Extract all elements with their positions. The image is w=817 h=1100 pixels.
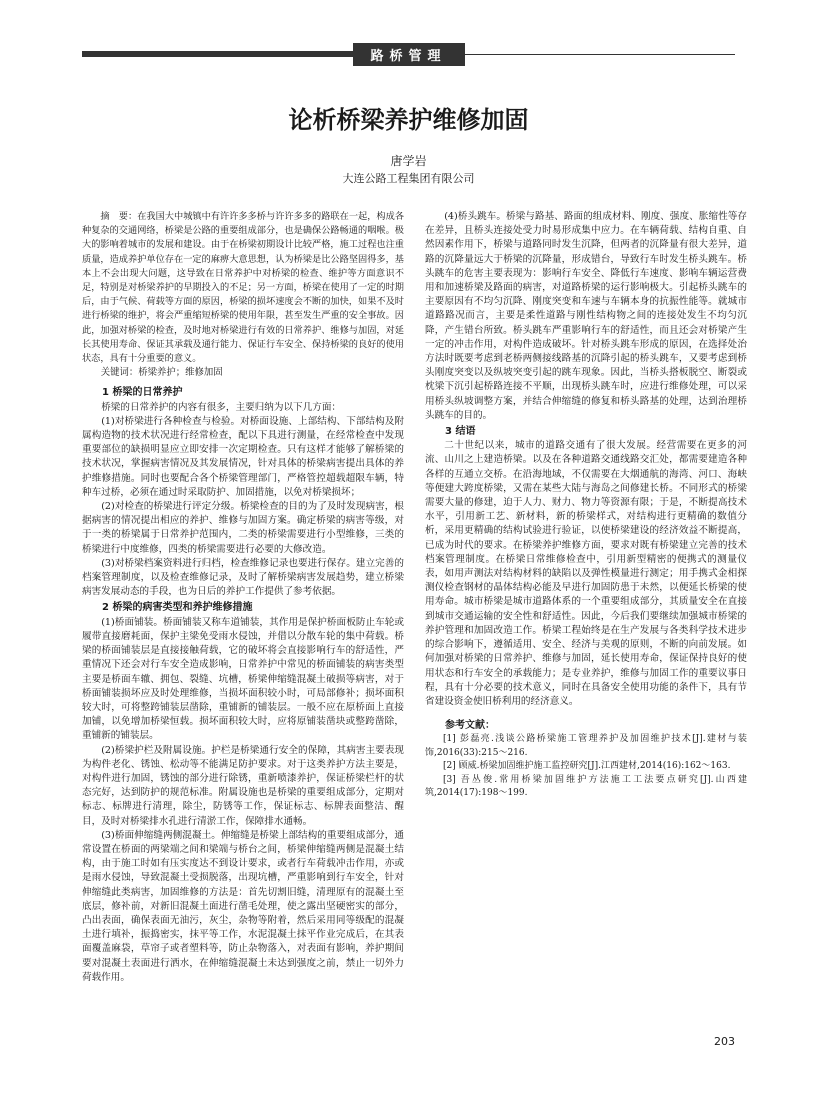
paragraph: (4)桥头跳车。桥梁与路基、路面的组成材料、刚度、强度、胀缩性等存在差异，且桥头连接处受力时易形成集中应力。在车辆荷载、结构自重、自然因素作用下，桥梁与道路同时发生沉降，但两者的沉降量有很大差异，道路的沉降量远大于桥梁的沉降量，形成错台，导致行车时发生桥头跳车。桥头跳车的危害主要表现为：影响行车安全、降低行车速度、影响车辆运营费用和加速桥梁及路面的病害，对道路桥梁的运行影响极大。引起桥头跳车的主要原因有不均匀沉降、刚度突变和车速与车辆本身的抗振性能等。就城市道路路况而言，主要是柔性道路与刚性结构物之间的连接处发生不均匀沉降，产生错台所致。桥头跳车严重影响行车的舒适性，而且还会对桥梁产生一定的冲击作用，对构件造成破坏。针对桥头跳车形成的原因，在选择处治方法时既要考虑到老桥两侧接线路基的沉降引起的桥头跳车，又要考虑到桥头刚度突变以及纵坡突变引起的跳车现象。因此，当桥头搭板脱空、断裂或枕梁下沉引起桥路连接不平顺，出现桥头跳车时，应进行维修处理，可以采用桥头纵坡调整方案，并结合伸缩缝的修复和桥头路基的处理，达到治理桥头跳车的目的。: [425, 211, 747, 421]
page-number: 203: [714, 1035, 735, 1048]
section-header-bar: [82, 44, 735, 64]
abstract: [82, 210, 404, 366]
paragraph: (1)桥面铺装。桥面铺装又称车道铺装，其作用是保护桥面板防止车轮或履带直接磨耗面，保护主梁免受雨水侵蚀，并借以分散车轮的集中荷载。桥梁的桥面铺装层是直接接触荷载，它的破坏将会直接影响行车的舒适性，严重情况下还会对行车安全造成影响，日常养护中常见的桥面铺装的病害类型主要是桥面车辙、拥包、裂缝、坑槽，桥梁伸缩缝混凝土破损等病害，对于桥面铺装损坏应及时处理维修，当损坏面积较小时，可局部修补；损坏面积较大时，可将整跨铺装层凿除，重铺新的铺装层。一般不应在原桥面上直接加铺，以免增加桥梁恒载。损坏面积较大时，应将原铺装凿块或整跨凿除，重铺新的铺装层。: [82, 616, 404, 742]
section-label: 路桥管理: [353, 43, 465, 66]
reference-item: [3] 吾丛俊.常用桥梁加固维护方法施工工法要点研究[J].山西建筑,2014(17):198～199.: [425, 774, 747, 799]
paragraph: (2)桥梁护栏及附属设施。护栏是桥梁通行安全的保障，其病害主要表现为构件老化、锈蚀、松动等不能满足防护要求。对于这类养护方法主要是，对构件进行加固，锈蚀的部分进行除锈，重新喷漆养护，保证桥梁栏杆的状态完好，达到防护的规范标准。附属设施也是桥梁的重要组成部分，定期对标志、标牌进行清理，除尘，防锈等工作，保证标志、标牌表面整洁、醒目，及时对桥梁排水孔进行清淤工作，保障排水通畅。: [82, 744, 404, 827]
paragraph: (3)对桥梁档案资料进行归档，检查维修记录也要进行保存。建立完善的档案管理制度，以及检查维修记录，及时了解桥梁病害发展趋势，建立桥梁病害发展动态的手段，也为日后的养护工作提供了参考依据。: [82, 557, 404, 598]
section-heading-3: 3 结语: [445, 426, 476, 438]
section-heading-1: 1 桥梁的日常养护: [102, 387, 183, 399]
paragraph: (3)桥面伸缩缝两侧混凝土。伸缩缝是桥梁上部结构的重要组成部分，通常设置在桥面的两梁端之间和梁端与桥台之间，桥梁伸缩缝两侧是混凝土结构，由于施工时如有压实度达不到设计要求，或者行车荷载冲击作用，亦或是雨水侵蚀，导致混凝土受损脱落，出现坑槽，严重影响到行车安全，针对伸缩缝此类病害，加固维修的方法是：首先切割旧缝，清理原有的混凝土至底层，修补前，对新旧混凝土面进行凿毛处理，使之露出坚硬密实的部分，凸出表面，确保表面无油污，灰尘，杂物等附着，然后采用同等级配的混凝土进行填补，振捣密实，抹平等工作，水泥混凝土抹平作业完成后，在其表面覆盖麻袋，草帘子或者塑料等，防止杂物落入，对表面有影响，养护期间要对混凝土表面进行洒水，在伸缩缝混凝土未达到强度之前，禁止一切外力荷载作用。: [82, 829, 404, 983]
section-heading-2: 2 桥梁的病害类型和养护维修措施: [102, 602, 253, 614]
right-column: [425, 210, 747, 1040]
abstract-text: 在我国大中城镇中有许许多多桥与许许多多的路联在一起，构成各种复杂的交通网络，桥梁是公路的重要组成部分，也是确保公路畅通的咽喉。极大的影响着城市的发展和建设。由于在桥梁初期设计比较严格，施工过程也注重质量，造成养护单位存在一定的麻痹大意思想，认为桥梁是比公路坚固得多，基本上不会出现大问题，这导致在日常养护中对桥梁的检查、维护等方面意识不足，特别是对桥梁养护的早期投入的不足；另一方面，桥梁在使用了一定的时期后，由于气候、荷载等方面的原因，桥梁的损坏速度会不断的加快，如果不及时进行桥梁的维护，将会严重缩短桥梁的使用年限，甚至发生严重的安全事故。因此，加强对桥梁的检查，及时地对桥梁进行有效的日常养护、维修与加固，对延长其使用寿命、保证其承载及通行能力、保证行车安全、保持桥梁的良好的使用状态，具有十分重要的意义。: [82, 211, 404, 365]
header-rule-right: [465, 54, 736, 55]
article-title: 论析桥梁养护维修加固: [288, 105, 529, 134]
article-author: 唐学岩: [390, 154, 427, 168]
paragraph: 二十世纪以来，城市的道路交通有了很大发展。经营需要在更多的河流、山川之上建造桥梁。以及在各种道路交通线路交汇处，都需要建造各种各样的互通立交桥。在沿海地域，不仅需要在大烟通航的海湾、河口、海峡等便建大跨度桥梁，又需在某些大陆与海岛之间修建长桥。不同形式的桥梁需要大量的修建，迫于人力、财力、物力等资源有限；于是，不断提高技术水平，引用新工艺、新材料，新的桥梁样式，对结构进行更精确的数值分析，采用更精确的结构试验进行验证，以使桥梁建设的经济效益不断提高，已成为时代的要求。在桥梁养护维修方面，要求对既有桥梁建立完善的技术档案管理制度。在桥梁日常维修检查中，引用新型精密的便携式的测量仪表，如用声测法对结构材料的缺陷以及弹性模量进行测定；用手携式金相探测仪检查钢材的晶体结构必能及早进行加固防患于未然，以便延长桥梁的使用寿命。城市桥梁是城市道路体系的一个重要组成部分，其质量安全在直接到城市交通运输的安全性和舒适性。因此，今后我们要继续加强城市桥梁的养护管理和加固改造工作。桥梁工程始终是在生产发展与各类科学技术进步的综合影响下，遵循适用、安全、经济与美观的原则，不断的向前发展。如何加强对桥梁的日常养护、维修与加固，延长使用寿命，保证保持良好的使用状态和行车安全的承载能力；是专业养护，维修与加固工作的重要议事日程，具有十分必要的技术意义，同时在具备安全使用功能的条件下，具有节省建设资金使旧桥利用的经济意义。: [425, 440, 747, 707]
references-title: 参考文献：: [445, 720, 495, 732]
reference-item: [1] 彭磊亮.浅谈公路桥梁施工管理养护及加固维护技术[J].建材与装饰,2016(33):215～216.: [425, 734, 747, 758]
left-column: [82, 210, 404, 1040]
abstract-label: 摘 要：: [100, 211, 138, 222]
paragraph: 桥梁的日常养护的内容有很多，主要归纳为以下几方面：: [101, 401, 342, 413]
paragraph: (1)对桥梁进行各种检查与检验。对桥面设施、上部结构、下部结构及附属构造物的技术状况进行经常检查，配以下具进行测量，在经常检查中发现重要部位的缺损明显应立即安排一次定期检查。只有这样才能够了解桥梁的技术状况，掌握病害情况及其发展情况，针对具体的桥梁病害提出具体的养护维修措施。同时也要配合各个桥梁管理部门，严格管控超载超限车辆，特种车过桥，必须在通过时采取防护、加固措施，以免对桥梁损坏；: [82, 415, 404, 498]
article-body: [82, 210, 747, 1040]
keywords: 关键词：桥梁养护；维修加固: [100, 367, 223, 379]
reference-item: [2] 顾威.桥梁加固维护施工监控研究[J].江西建材,2014(16):162～163.: [443, 761, 731, 772]
paragraph: (2)对检查的桥梁进行评定分级。桥梁检查的目的为了及时发现病害，根据病害的情况提出相应的养护、维修与加固方案。确定桥梁的病害等级，对于一类的桥梁属于日常养护范围内，二类的桥梁需要进行小型维修，三类的桥梁进行中度维修，四类的桥梁需要进行必要的大修改造。: [82, 501, 404, 555]
article-affiliation: 大连公路工程集团有限公司: [342, 172, 475, 185]
header-rule-left: [82, 51, 353, 57]
